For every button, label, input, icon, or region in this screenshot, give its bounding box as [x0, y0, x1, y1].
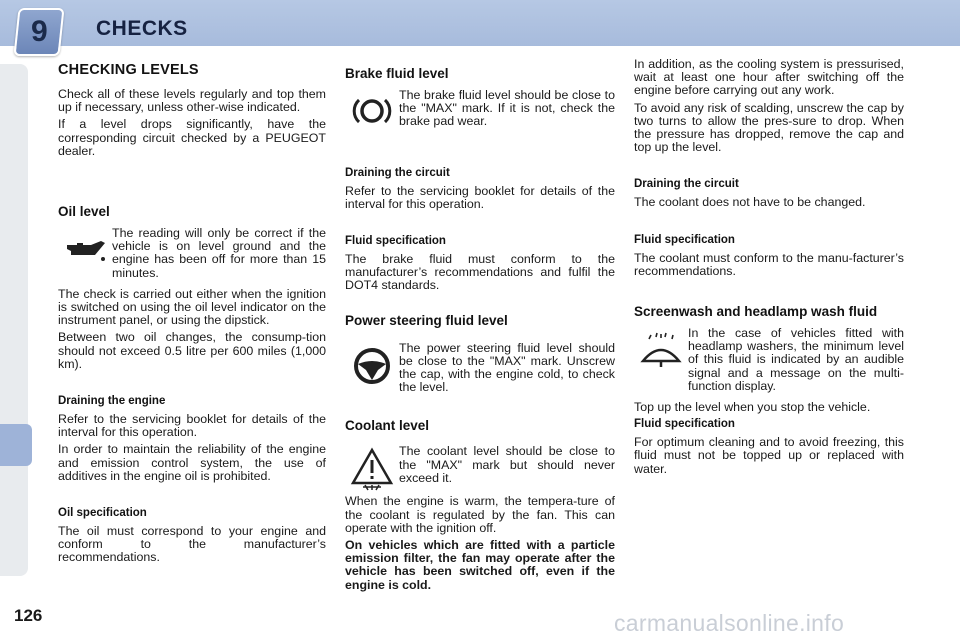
- column-1: [58, 58, 326, 569]
- oil-paragraph-2: Between two oil changes, the consump-tion should not exceed 0.5 litre per 600 miles (1,000 km).: [58, 330, 326, 371]
- page-number: 126: [14, 606, 43, 625]
- coolant-paragraph-1: When the engine is warm, the tempera-ture of the coolant is regulated by the fan. This can operate with the ignition off.: [345, 494, 615, 535]
- left-margin-band: [0, 64, 28, 576]
- screenwash-note-text: In the case of vehicles fitted with headlamp washers, the minimum level of this fluid is indicated by an audible signal and a message on the multi-function display.: [688, 326, 904, 393]
- brake-fluid-specification-paragraph: The brake fluid must conform to the manufacturer’s recommendations and fulfil the DOT4 standards.: [345, 252, 615, 293]
- coolant-continued-paragraph-1: In addition, as the cooling system is pressurised, wait at least one hour after switching off the engine before carrying out any work.: [634, 57, 904, 98]
- section-title-checking-levels: CHECKING LEVELS: [58, 62, 199, 78]
- coolant-warning-icon: [350, 447, 394, 491]
- intro-paragraph-1: Check all of these levels regularly and top them up if necessary, unless other-wise indicated.: [58, 87, 326, 115]
- brake-draining-paragraph: Refer to the servicing booklet for details of the interval for this operation.: [345, 183, 615, 211]
- brake-fluid-note-text: The brake fluid level should be close to the "MAX" mark. If it is not, check the brake pad wear.: [399, 88, 615, 129]
- power-steering-note-text: The power steering fluid level should be close to the "MAX" mark. Unscrew the cap, with the engine cold, to check the level.: [399, 340, 615, 395]
- chapter-title: CHECKS: [96, 17, 188, 40]
- heading-brake-fluid-specification: Fluid specification: [345, 235, 446, 248]
- draining-paragraph-1: Refer to the servicing booklet for details of the interval for this operation.: [58, 412, 326, 440]
- screenwash-paragraph-1: Top up the level when you stop the vehicle.: [634, 400, 871, 415]
- heading-coolant-level: Coolant level: [345, 418, 430, 434]
- intro-paragraph-2: If a level drops significantly, have the corresponding circuit checked by a PEUGEOT dealer.: [58, 117, 326, 158]
- chapter-tab-marker: [0, 424, 32, 466]
- column-3: [634, 58, 904, 480]
- heading-brake-fluid-level: Brake fluid level: [345, 66, 449, 81]
- heading-oil-specification: Oil specification: [58, 507, 147, 520]
- chapter-badge: [13, 8, 64, 56]
- heading-brake-draining: Draining the circuit: [345, 166, 450, 179]
- heading-coolant-specification: Fluid specification: [634, 233, 735, 246]
- draining-paragraph-2: In order to maintain the reliability of the engine and emission control system, the use of additives in the engine oil is prohibited.: [58, 442, 326, 483]
- brake-warning-icon: [352, 95, 392, 127]
- oil-can-icon: [63, 235, 107, 265]
- heading-coolant-draining: Draining the circuit: [634, 178, 739, 191]
- column-2: [345, 58, 615, 596]
- oil-paragraph-1: The check is carried out either when the ignition is switched on using the oil level indicator on the instrument panel, or using the dipstick.: [58, 286, 326, 328]
- oil-specification-paragraph: The oil must correspond to your engine and conform to the manufacturer’s recommendations.: [58, 524, 326, 565]
- screenwash-specification-paragraph: For optimum cleaning and to avoid freezing, this fluid must not be topped up or replaced with water.: [634, 435, 904, 476]
- oil-level-note-text: The reading will only be correct if the vehicle is on level ground and the engine has been off for more than 15 minutes.: [112, 226, 326, 280]
- coolant-specification-paragraph: The coolant must conform to the manu-facturer’s recommendations.: [634, 250, 904, 278]
- brake-fluid-note: [345, 89, 615, 133]
- watermark: carmanualsonline.info: [614, 610, 845, 636]
- oil-level-note: [58, 227, 326, 284]
- coolant-paragraph-2: On vehicles which are fitted with a particle emission filter, the fan may operate after the vehicle has been switched off, even if the engine is cold.: [345, 538, 615, 592]
- chapter-number: 9: [30, 15, 48, 48]
- coolant-level-note: [345, 445, 615, 491]
- coolant-continued-paragraph-2: To avoid any risk of scalding, unscrew the cap by two turns to allow the pres-sure to drop. When the pressure has dropped, remove the cap and top up the level.: [634, 100, 904, 155]
- heading-draining-engine: Draining the engine: [58, 395, 166, 408]
- heading-screenwash-specification: Fluid specification: [634, 418, 735, 431]
- steering-wheel-icon: [352, 346, 392, 386]
- screenwash-note: [634, 327, 904, 397]
- heading-oil-level: Oil level: [58, 204, 110, 220]
- heading-screenwash: Screenwash and headlamp wash fluid: [634, 304, 878, 320]
- screenwash-icon: [639, 331, 683, 369]
- coolant-draining-paragraph: The coolant does not have to be changed.: [634, 195, 866, 210]
- power-steering-note: [345, 342, 615, 399]
- coolant-level-note-text: The coolant level should be close to the "MAX" mark but should never exceed it.: [399, 444, 615, 485]
- heading-power-steering: Power steering fluid level: [345, 312, 508, 328]
